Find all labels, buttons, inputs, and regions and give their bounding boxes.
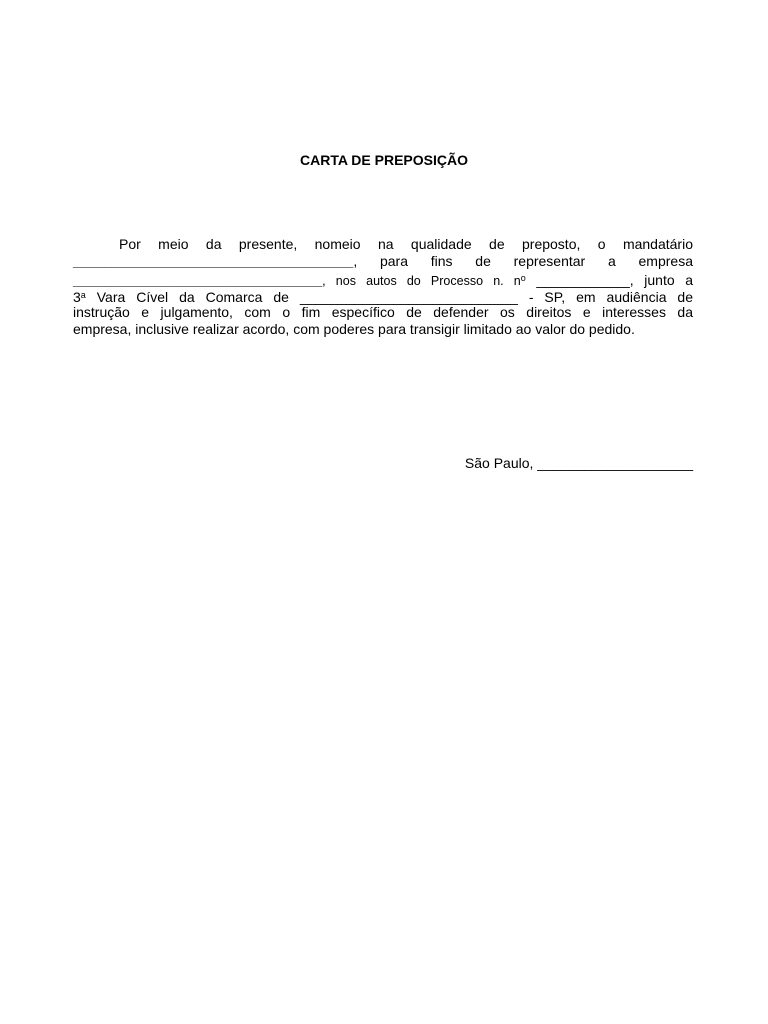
paragraph-line-3 [73, 270, 693, 287]
company-name-blank: ________________________________ [73, 272, 323, 288]
line-6-text: empresa, inclusive realizar acordo, com poderes para transigir limitado ao valor do pedido. [73, 321, 635, 337]
document-title: CARTA DE PREPOSIÇÃO [299, 152, 468, 168]
paragraph-line-1 [73, 236, 693, 253]
ordinal-o: o [520, 273, 526, 283]
line-3-end: , junto a [629, 272, 693, 288]
process-number-blank: ____________ [536, 272, 630, 288]
line-4-text: Vara Cível da Comarca de ____________________________ - SP, em audiência de [85, 289, 693, 305]
line-2-text: , para fins de representar a empresa [353, 253, 693, 269]
process-label: , nos autos do Processo n. n [322, 274, 521, 288]
vara-number: 3 [73, 289, 81, 305]
paragraph-line-5 [73, 304, 693, 321]
date-line: São Paulo, ____________________ [464, 455, 693, 471]
ordinal-a: a [80, 290, 86, 300]
paragraph-line-2 [73, 253, 693, 270]
paragraph-line-6 [73, 321, 693, 338]
mandatary-name-blank: ____________________________________ [73, 253, 354, 269]
line-5-text: instrução e julgamento, com o fim específico de defender os direitos e interesses da [73, 304, 693, 320]
paragraph-line-4 [73, 287, 693, 304]
line-1-text: Por meio da presente, nomeio na qualidade de preposto, o mandatário [119, 236, 693, 252]
